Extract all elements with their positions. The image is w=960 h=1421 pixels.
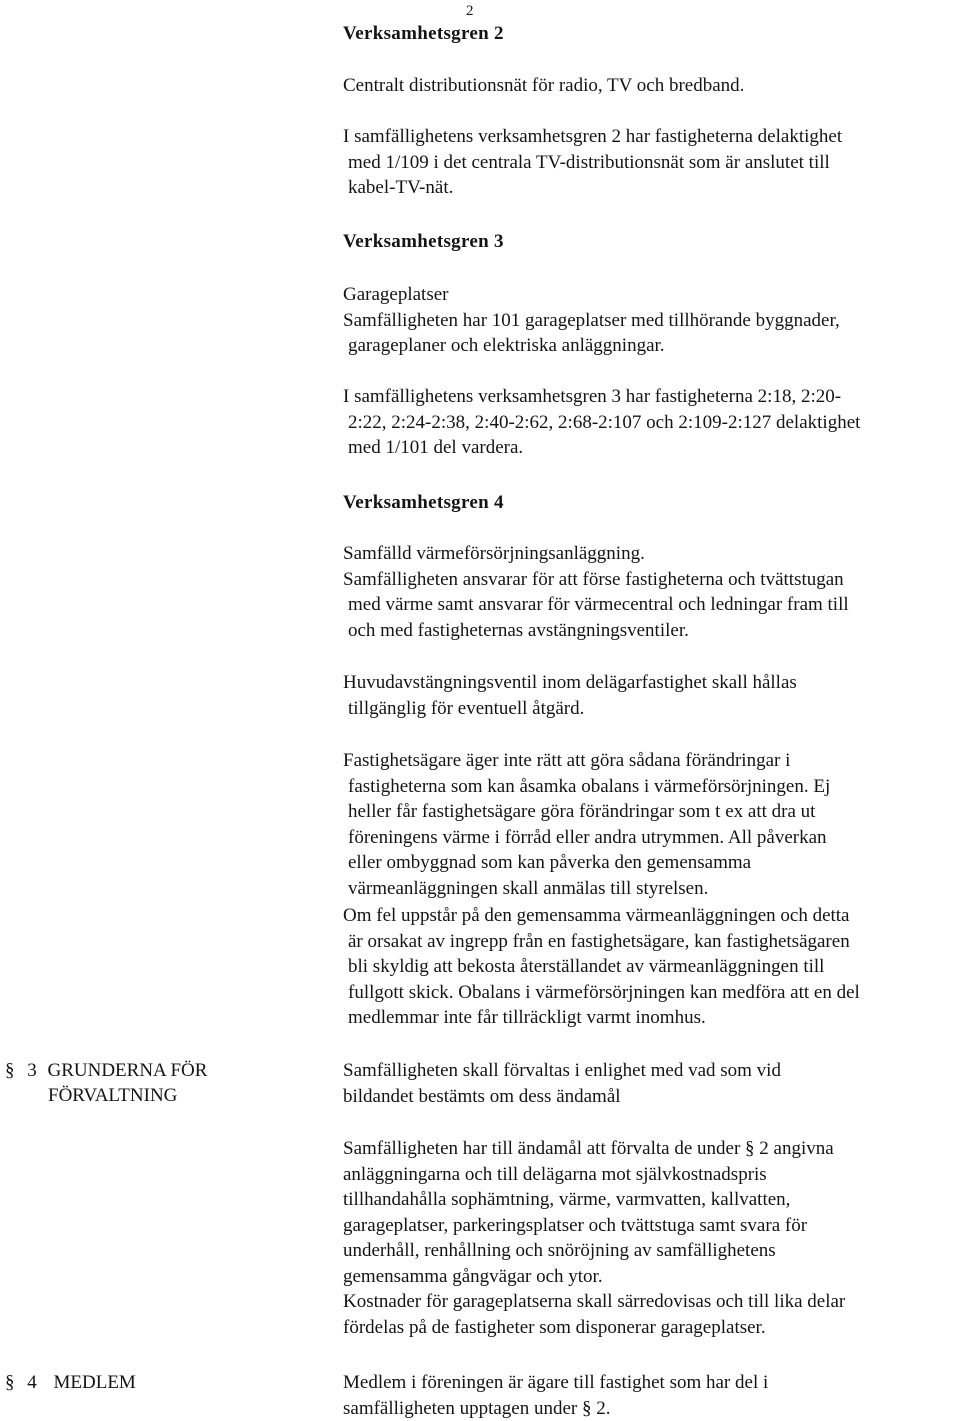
section-symbol: § [5,1372,15,1393]
heading-verksamhetsgren-2: Verksamhetsgren 2 [343,23,504,44]
text-line: heller får fastighetsägare göra förändringar som t ex att dra ut [348,801,816,822]
section-number: 4 [27,1372,37,1393]
heading-verksamhetsgren-4: Verksamhetsgren 4 [343,492,504,513]
text-line: anläggningarna och till delägarna mot självkostnadspris [343,1163,767,1185]
text-line: tillgänglig för eventuell åtgärd. [348,697,585,719]
text-line: tillhandahålla sophämtning, värme, varmvatten, kallvatten, [343,1189,791,1210]
section-3-heading [5,1058,207,1084]
vg2-intro: Centralt distributionsnät för radio, TV och bredband. [343,75,745,96]
section-symbol: § [745,1138,755,1159]
vg3-paragraph [343,384,860,461]
text-line: fullgott skick. Obalans i värmeförsörjningen kan medföra att en del [348,981,860,1003]
text-line: värmeanläggningen skall anmälas till styrelsen. [348,877,709,899]
text-line: och med fastigheternas avstängningsventiler. [348,619,689,641]
text-line: Samfälligheten har 101 garageplatser med tillhörande byggnader, [343,309,840,331]
text-line: garageplatser, parkeringsplatser och tvättstuga samt svara för [343,1214,808,1236]
text-line: Garageplatser [343,284,449,305]
text-line: är orsakat av ingrepp från en fastighetsägare, kan fastighetsägaren [348,930,850,952]
text-line: I samfällighetens verksamhetsgren 2 har fastigheterna delaktighet [343,126,843,147]
text-line: med värme samt ansvarar för värmecentral och ledningar fram till [348,594,849,615]
text-line: föreningens värme i förråd eller andra utrymmen. All påverkan [348,826,827,848]
vg2-paragraph [343,124,842,201]
text-line: Samfälligheten ansvarar för att förse fastigheterna och tvättstugan [343,568,844,590]
section-4-paragraph [343,1370,768,1421]
text-line: Samfälligheten skall förvaltas i enlighet med vad som vid [343,1060,781,1081]
text-line: Kostnader för garageplatserna skall särredovisas och till lika delar [343,1291,846,1312]
section-3-paragraph-2 [343,1136,845,1340]
text-line: medlemmar inte får tillräckligt varmt inomhus. [348,1007,706,1028]
text-line: med 1/109 i det centrala TV-distributionsnät som är anslutet till [348,151,830,173]
heading-verksamhetsgren-3: Verksamhetsgren 3 [343,231,504,252]
section-title: MEDLEM [53,1372,136,1393]
page-number: 2 [466,3,474,19]
text-line: Fastighetsägare äger inte rätt att göra sådana förändringar i [343,750,791,771]
section-3-title-line-2: FÖRVALTNING [48,1085,178,1106]
text-line: fastigheterna som kan åsamka obalans i värmeförsörjningen. Ej [348,775,831,797]
section-4-heading [5,1370,136,1396]
vg4-paragraph-2 [343,670,797,721]
section-symbol: § [582,1397,592,1419]
text-line: Huvudavstängningsventil inom delägarfastighet skall hållas [343,672,797,693]
text-line: gemensamma gångvägar och ytor. [343,1265,603,1287]
text-line: samfälligheten upptagen under § 2. [343,1397,611,1419]
vg4-paragraph-4 [343,903,860,1031]
section-3-paragraph-1 [343,1058,781,1109]
text-line: Samfälld värmeförsörjningsanläggning. [343,543,645,564]
text-line: Medlem i föreningen är ägare till fastighet som har del i [343,1372,769,1393]
section-number: 3 [27,1060,37,1081]
text-line: I samfällighetens verksamhetsgren 3 har fastigheterna 2:18, 2:20- [343,386,842,407]
text-line: eller ombyggnad som kan påverka den gemensamma [348,852,752,873]
text-line: kabel-TV-nät. [348,177,454,198]
text-line: Samfälligheten har till ändamål att förvalta de under § 2 angivna [343,1138,834,1159]
vg4-paragraph-3 [343,748,830,901]
text-line: 2:22, 2:24-2:38, 2:40-2:62, 2:68-2:107 och 2:109-2:127 delaktighet [348,411,861,433]
text-line: underhåll, renhållning och snöröjning av samfällighetens [343,1240,776,1261]
text-line: fördelas på de fastigheter som disponerar garageplatser. [343,1316,766,1338]
vg4-paragraph-1 [343,541,849,643]
text-line: garageplaner och elektriska anläggningar. [348,335,665,356]
section-symbol: § [5,1060,15,1081]
text-line: bli skyldig att bekosta återställandet av värmeanläggningen till [348,956,825,977]
text-line: Om fel uppstår på den gemensamma värmeanläggningen och detta [343,905,850,926]
text-line: med 1/101 del vardera. [348,437,524,458]
vg3-intro [343,282,840,359]
text-line: bildandet bestämts om dess ändamål [343,1085,621,1107]
section-title-line-1: GRUNDERNA FÖR [47,1060,208,1081]
